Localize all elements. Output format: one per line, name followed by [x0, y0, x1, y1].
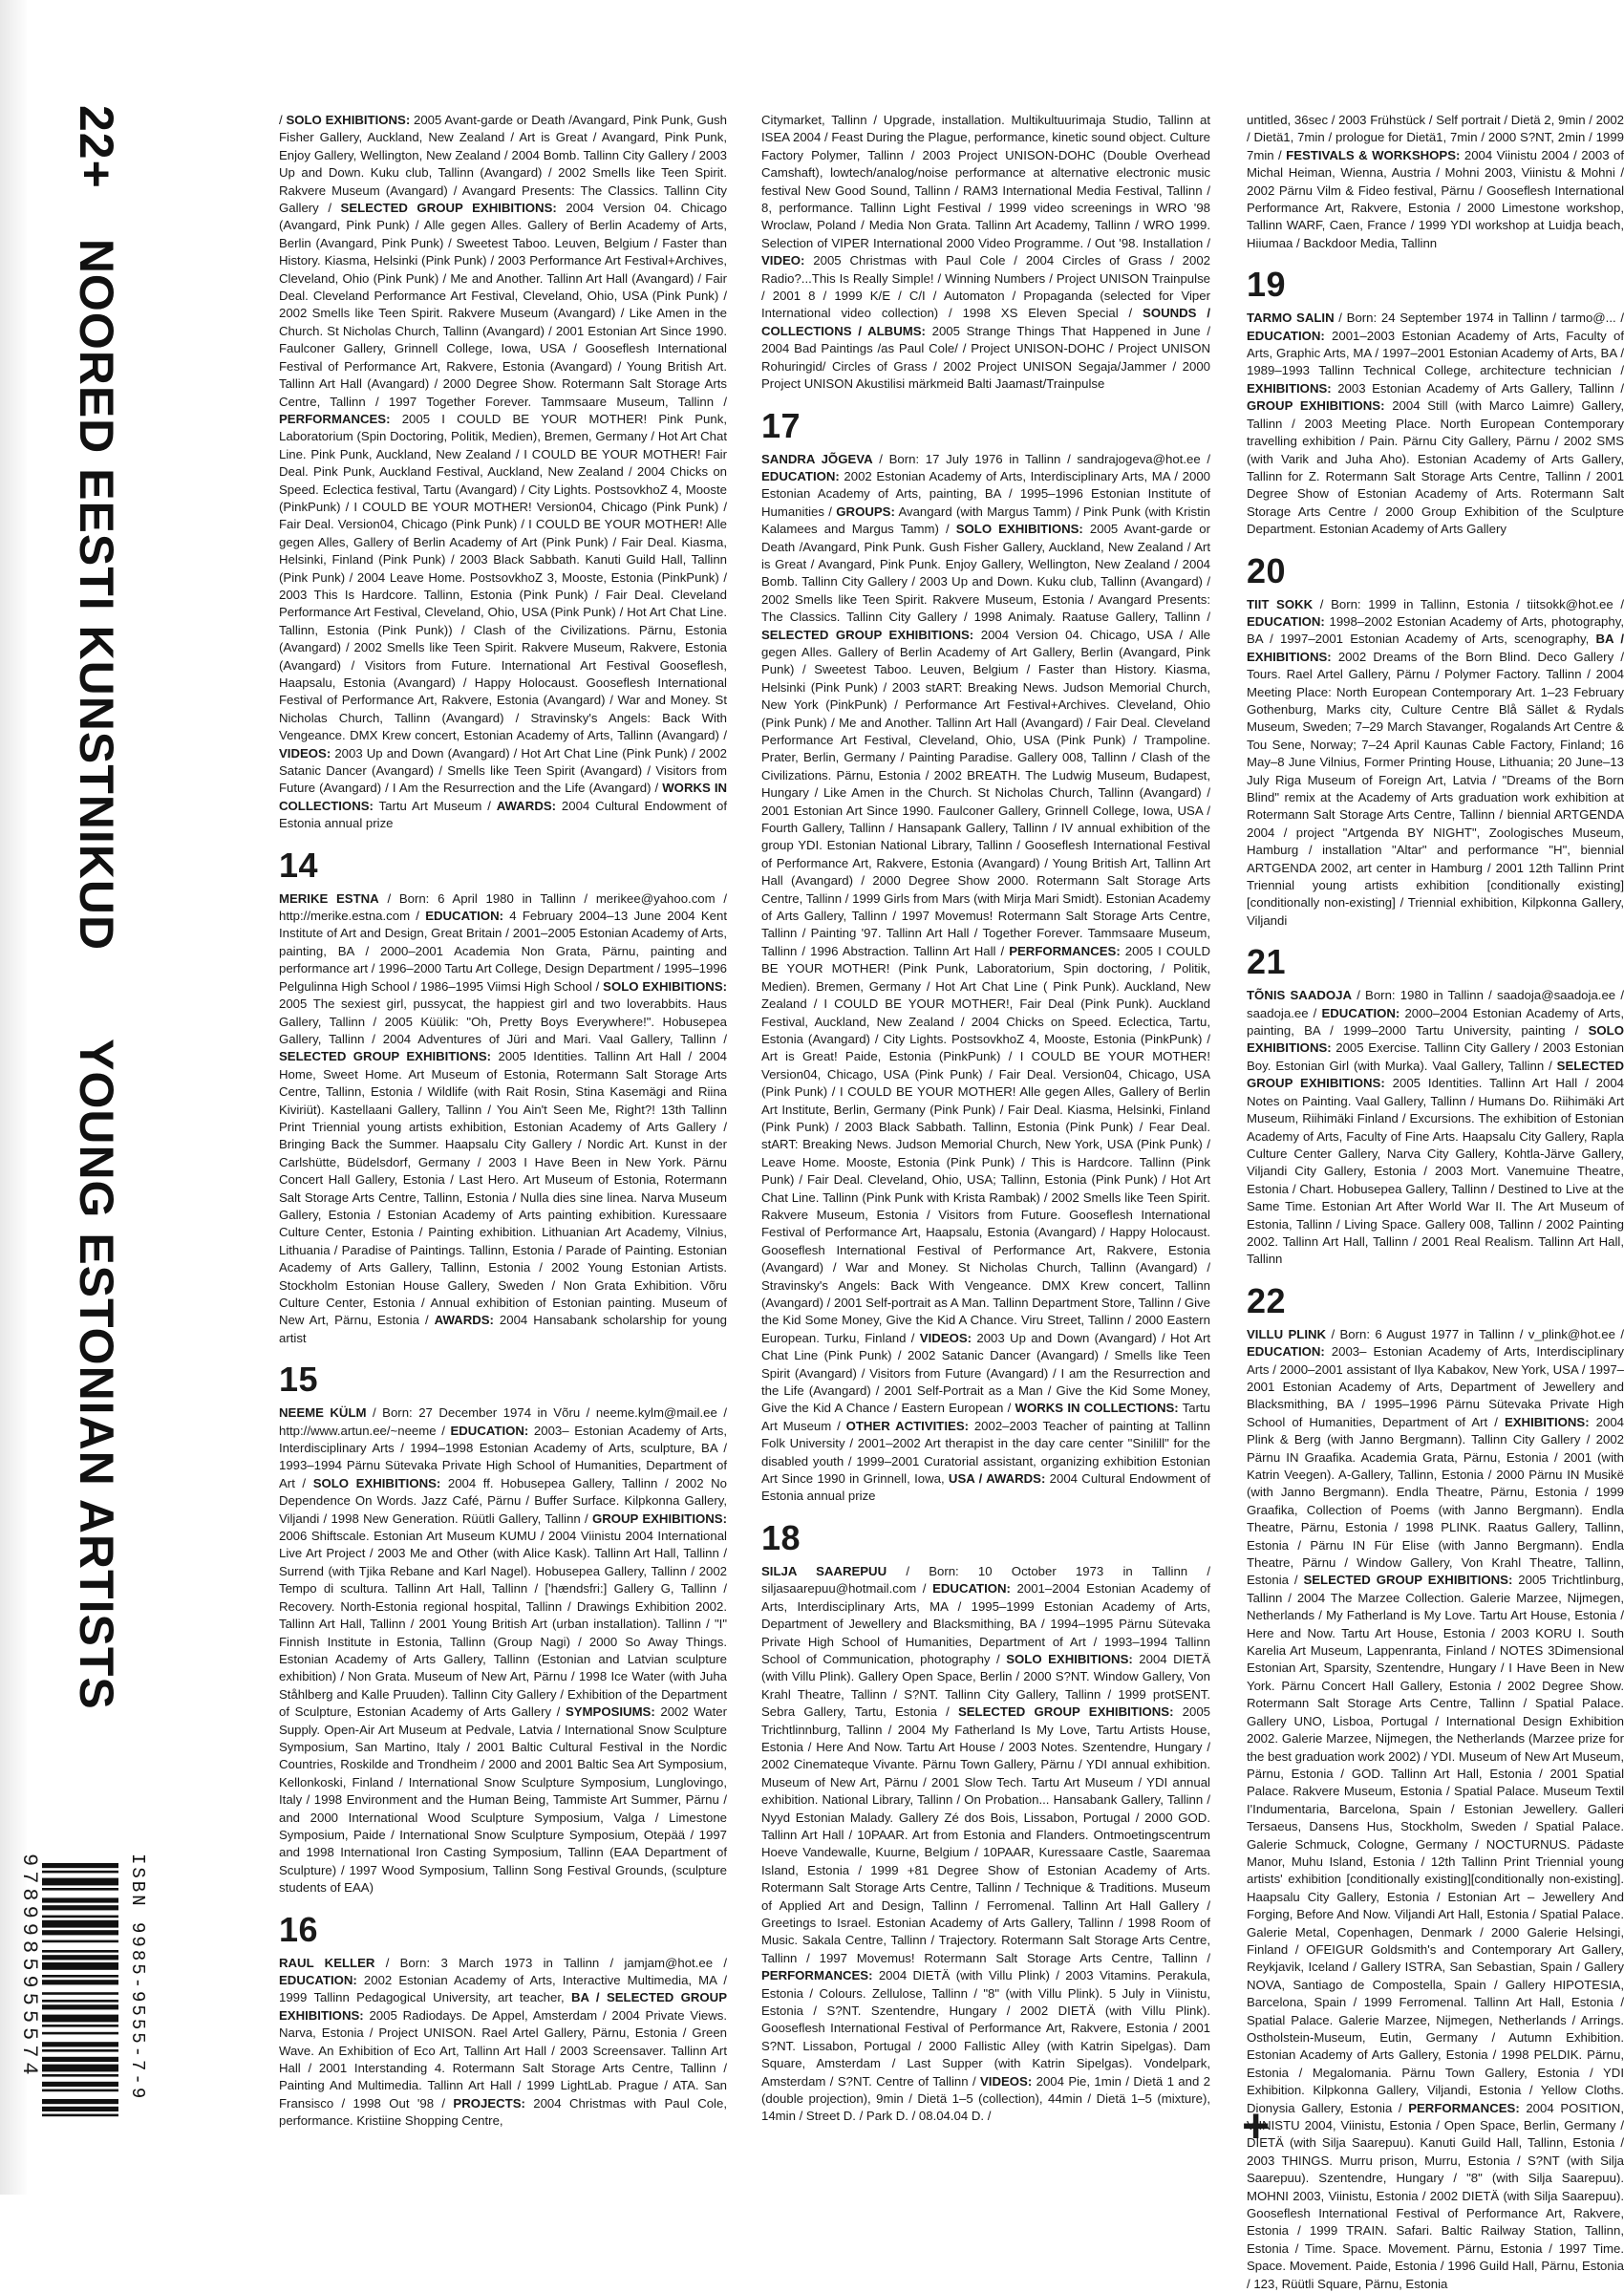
entry-number-18: 18 — [761, 1517, 801, 1557]
entry-17 — [761, 451, 1210, 1506]
barcode-bar — [42, 1863, 118, 1868]
barcode-bar — [42, 2089, 118, 2092]
barcode-bar — [42, 2065, 118, 2072]
spine-number: 22+ — [70, 105, 123, 189]
artist-bio: / Born: 24 September 1974 in Tallinn / tarmo@... / EDUCATION: 2001–2003 Estonian Academy of Arts, Faculty of Arts, Graphic Arts, MA / 1997–2001 Estonian Academy of Arts, BA / 1989–1993 Tallinn Technical College, architecture technician / EXHIBITIONS: 2003 Estonian Academy of Arts Gallery, Tallinn / GROUP EXHIBITIONS: 2004 Still (with Marco Laimre) Gallery, Tallinn / 2003 Meeting Place. North European Contemporary travelling exhibition / Pain. Pärnu City Gallery, Pärnu / 2002 SMS (with Varik and Juha Aho). Estonian Academy of Arts Gallery, Tallinn for Z. Rotermann Salt Storage Arts Centre, Tallinn / 2001 Degree Show of Estonian Academy of Arts. Rotermann Salt Storage Arts Centre / 2000 Group Exhibition of the Sculpture Department. Estonian Academy of Arts Gallery — [1247, 311, 1624, 537]
barcode-bar — [42, 2004, 118, 2009]
barcode-bar — [42, 1888, 118, 1891]
artist-bio: / Born: 27 December 1974 in Võru / neeme.kylm@mail.ee / http://www.artun.ee/~neeme / EDUCATION: 2003– Estonian Academy of Arts, Interdisciplinary Arts / 1994–1998 Estonian Academy of Arts, sculpture, BA / 1993–1994 Pärnu Sütevaka Private High School of Humanities, Department of Art / SOLO EXHIBITIONS: 2004 ff. Hobusepea Gallery, Tallinn / 2002 No Dependence On Words. Jazz Café, Pärnu / Buffer Surface. Kilpkonna Gallery, Viljandi / 1998 New Generation. Rüütli Gallery, Tallinn / GROUP EXHIBITIONS: 2006 Shiftscale. Estonian Art Museum KUMU / 2004 Viinistu 2004 International Live Art Project / 2003 Me and Other (with Alice Kask). Tallinn Art Hall, Tallinn / Surrend (with Tjika Rebane and Karl Nagel). Hobusepea Gallery, Tallinn / 2002 Tempo di scultura. Tallinn Art Hall, Tallinn / ['hændsfri:] Gallery G, Tallinn / Recovery. North-Estonia regional hospital, Tallinn / Drawings Exhibition 2002. Tallinn Art Hall, Tallinn / 2001 Young British Art (urban installation). Tallinn / "I" Finnish Institute in Estonia, Tallinn (Group Nagi) / 2000 So Away Things. Estonian Academy of Arts Gallery, Tallinn (Estonian and Latvian sculpture exhibition) / Non Grata. Museum of New Art, Pärnu / 1998 Ice Water (with Juha Ståhlberg and Kalle Pruuden). Tallinn City Gallery / Exhibition of the Department of Sculpture, Estonian Academy of Arts Gallery / SYMPOSIUMS: 2002 Water Supply. Open-Air Art Museum at Pedvale, Latvia / International Snow Sculpture Symposium, San Martino, Italy / 2001 Baltic Cultural Festival in the Nordic Countries, Roskilde and Trondheim / 2000 and 2001 Baltic Sea Art Symposium, Kellonkoski, Finland / International Snow Sculpture Symposium, Lunglovingo, Italy / 1998 Environment and the Human Being, Tammiste Art Summer, Pärnu / and 2000 International Wood Sculpture Symposium, Valga / Limestone Symposium, Paide / International Snow Sculpture Symposium, Otepää / 1997 and 1998 International Iron Casting Symposium, Tallinn (EAA Department of Sculpture) / 1997 Wood Symposium, Tallinn Song Festival Grounds, (sculpture students of EAA) — [279, 1405, 727, 1896]
barcode-bar — [42, 2049, 118, 2052]
barcode-bar — [42, 1916, 118, 1918]
artist-name: TIIT SOKK — [1247, 596, 1314, 611]
artist-name: NEEME KÜLM — [279, 1405, 367, 1421]
column-1-intro: / SOLO EXHIBITIONS: 2005 Avant-garde or Death /Avangard, Pink Punk, Gush Fisher Gallery, Auckland, New Zealand / Art is Great / Avangard, Pink Punk, Enjoy Gallery, Wellington, New Zealand / 2004 Bomb. Tallinn City Gallery / 2003 Up and Down. Kuku club, Tallinn (Avangard) / 2002 Smells like Teen Spirit. Rakvere Museum (Avangard) / Avangard Presents: The Classics. Tallinn City Gallery / SELECTED GROUP EXHIBITIONS: 2004 Version 04. Chicago (Avangard, Pink Punk) / Alle gegen Alles. Gallery of Berlin Academy of Arts, Berlin (Avangard, Pink Punk) / Sweetest Taboo. Leuven, Belgium / Faster than History. Kiasma, Helsinki (Pink Punk) / 2003 Performance Art Festival+Archives, Cleveland, Ohio (Pink Punk) / Me and Another. Tallinn Art Hall (Avangard) / Fair Deal. Cleveland Performance Art Festival, Cleveland, Ohio, USA (Pink Punk) / 2002 Smells like Teen Spirit. Rakvere Museum (Avangard) / Like Amen in the Church. St Nicholas Church, Tallinn (Avangard) / 2001 Estonian Art Since 1990. Faulconer Gallery, Grinnell College, Iowa, USA / Gooseflesh International Festival of Performance Art, Rakvere, Estonia (Avangard) / Young British Art. Tallinn Art Hall (Avangard) / 2000 Degree Show. Rotermann Salt Storage Arts Centre, Tallinn / 1997 Together Forever. Tammsaare Museum, Tallinn / PERFORMANCES: 2005 I COULD BE YOUR MOTHER! Pink Punk, Laboratorium (Spin Doctoring, Politik, Medien), Bremen, Germany / Hot Art Chat Line. Pink Punk, Auckland, New Zealand / I COULD BE YOUR MOTHER! Fair Deal. Pink Punk, Auckland Festival, Auckland, New Zealand / 2004 Chicks on Speed. Eclectica festival, Tartu (Avangard) / City Lights. PostsovkhoZ 4, Mooste (PinkPunk) / I COULD BE YOUR MOTHER! Version04, Chicago (Pink Punk) / Fair Deal. Version04, Chicago (Pink Punk) / I COULD BE YOUR MOTHER! Alle gegen Alles, Gallery of Berlin Academy of Art (Pink Punk) / Fair Deal. Kiasma, Helsinki, Finland (Pink Punk) / 2003 Black Sabbath. Kanuti Guild Hall, Tallinn (Pink Punk) / 2004 Leave Home. PostsovkhoZ 3, Mooste, Estonia (PinkPunk) / 2003 This Is Hardcore. Tallinn, Estonia (Pink Punk) / Fair Deal. Cleveland Performance Art Festival, Cleveland, Ohio, USA (Pink Punk) / Hot Art Chat Line. Tallinn, Estonia (Pink Punk)) / Clash of the Civilizations. Pärnu, Estonia (Avangard) / 2002 Smells like Teen Spirit. Rakvere Museum, Rakvere, Estonia (Avangard) / Visitors from Future. International Art Festival Gooseflesh, Haapsalu, Estonia (Avangard) / Happy Holocaust. Gooseflesh International Festival of Performance Art, Rakvere, Estonia (Avangard) / War and Money. St Nicholas Church, Tallinn (Avangard) / Stravinsky's Angels: Back With Vengeance. DMX Krew concert, Estonian Academy of Arts, Tallinn (Avangard) / VIDEOS: 2003 Up and Down (Avangard) / Hot Art Chat Line (Pink Punk) / 2002 Satanic Dancer (Avangard) / Smells like Teen Spirit (Avangard) / Visitors from Future (Avangard) / I Am the Resurrection and the Life (Avangard) / WORKS IN COLLECTIONS: Tartu Art Museum / AWARDS: 2004 Cultural Endowment of Estonia annual prize — [279, 113, 728, 831]
barcode-bar — [42, 2107, 118, 2111]
entry-number-17: 17 — [761, 405, 801, 445]
entry-number-16: 16 — [279, 1909, 319, 1949]
barcode-bar — [42, 1930, 118, 1935]
entry-number-20: 20 — [1247, 550, 1287, 590]
barcode-bar — [42, 2082, 118, 2087]
entry-number-19: 19 — [1247, 265, 1287, 305]
barcode-bar — [42, 2025, 118, 2027]
barcode-bar — [42, 2074, 118, 2077]
barcode-bar — [42, 1992, 118, 1995]
entry-15 — [279, 1404, 727, 1897]
barcode-bar — [42, 1878, 118, 1886]
barcode-bar — [42, 1871, 118, 1874]
entry-20 — [1247, 596, 1624, 931]
artist-bio: / Born: 1999 in Tallinn, Estonia / tiitsokk@hot.ee / EDUCATION: 1998–2002 Estonian Academy of Arts, photography, BA / 1997–2001 Estonian Academy of Arts, scenography, BA / EXHIBITIONS: 2002 Dreams of the Born Blind. Deco Gallery / Tours. Rael Artel Gallery, Pärnu / Polymer Factory. Tallinn / 2004 Meeting Place: North European Contemporary Art. 1–23 February Gothenburg, Marks city, Culture Centre Blå Sället & Rydals Museum, Sweden; 7–29 March Stavanger, Rogalands Art Centre & Tou Sene, Norway; 7–24 April Kaunas Cable Factory, Finland; 16 May–8 June Vilnius, Former Printing House, Lithuania; 20 June–13 July Riga Museum of Foreign Art, Latvia / "Dreams of the Born Blind" remix at the Academy of Arts graduation work exhibition at Rotermann Salt Storage Arts Centre, Tallinn / biennial ARTGENDA 2004 / project "Artgenda BY NIGHT", Zoologisches Museum, Hamburg / installation "Altar" and performance "H", biennial ARTGENDA 2002, art center in Hamburg / 2001 12th Tallinn Print Triennial young artists exhibition [conditionally existing][conditionally non-existing] / Triennial exhibition, Kilpkonna Gallery, Viljandi — [1247, 596, 1624, 928]
artist-name: SANDRA JÕGEVA — [761, 451, 873, 466]
barcode-bar — [42, 2099, 118, 2104]
barcode-bar — [42, 2114, 118, 2117]
barcode-bar — [42, 1980, 118, 1984]
entry-18 — [761, 1563, 1210, 2126]
isbn-label: ISBN 9985-9555-7-9 — [127, 1854, 148, 2102]
barcode-digits: 9789985955574 — [17, 1854, 41, 2080]
artist-name: SILJA SAAREPUU — [761, 1563, 887, 1578]
barcode-bar — [42, 2057, 118, 2062]
text-column-2 — [761, 112, 1210, 2185]
barcode-bar — [42, 1920, 118, 1928]
entry-22 — [1247, 1326, 1624, 2293]
continued-plus-mark: + — [1242, 2099, 1271, 2153]
text-column-1 — [279, 112, 727, 2185]
barcode-bar — [42, 1940, 118, 1943]
artist-name: TÕNIS SAADOJA — [1247, 988, 1352, 1003]
artist-bio: / Born: 3 March 1973 in Tallinn / jamjam@hot.ee / EDUCATION: 2002 Estonian Academy of Arts, Interactive Multimedia, MA / 1999 Tallinn Pedagogical University, art teacher, BA / SELECTED GROUP EXHIBITIONS: 2005 Radiodays. De Appel, Amsterdam / 2004 Private Views. Narva, Estonia / Project UNISON. Rael Artel Gallery, Pärnu, Estonia / Green Wave. An Exhibition of Eco Art, Tallinn Art Hall / 2003 Screensaver. Tallinn Art Hall / 2001 Interstanding 4. Rotermann Salt Storage Arts Centre, Tallinn / Painting And Multimedia. Tallinn Art Hall / 1999 LightLab. Prague / ATA. San Fransisco / 1998 Out '98 / PROJECTS: 2004 Christmas with Paul Cole, performance. Kristiine Shopping Centre, — [279, 1955, 727, 2129]
barcode-bar — [42, 1905, 118, 1910]
barcode-bar — [42, 1955, 118, 1960]
entry-number-22: 22 — [1247, 1280, 1287, 1320]
artist-bio: / Born: 6 April 1980 in Tallinn / merikee@yahoo.com / http://merike.estna.com / EDUCATION: 4 February 2004–13 June 2004 Kent Institute of Art and Design, Great Britain / 2001–2005 Estonian Academy of Arts, painting, BA / 2000–2001 Academia Non Grata, Pärnu, painting and performance art / 1996–2000 Tartu Art College, Design Department / 1995–1996 Pelgulinna High School / 1986–1995 Viimsi High School / SOLO EXHIBITIONS: 2005 The sexiest girl, pussycat, the happiest girl and two loverabbits. Haus Gallery, Tallinn / 2005 Küülik: "Oh, Pretty Boys Everywhere!". Hobusepea Gallery, Tallinn / 2004 Adventures of Jüri and Mari. Vaal Gallery, Tallinn / SELECTED GROUP EXHIBITIONS: 2005 Identities. Tallinn Art Hall / 2004 Home, Sweet Home. Art Museum of Estonia, Rotermann Salt Storage Arts Centre, Tallinn, Estonia / Wildlife (with Rait Rosin, Stina Kasemägi and Riina Kiviriüt). Kastellaani Gallery, Tallinn / You Ain't Seen Me, Right?! 13th Tallinn Print Triennial young artists exhibition, Estonian Academy of Arts Gallery / Bringing Back the Summer. Haapsalu City Gallery / Nordic Art. Kunst in der Carlshütte, Büdelsdorf, Germany / 2003 I Have Been in New York. Pärnu Concert Hall Gallery, Estonia / Last Hero. Art Museum of Estonia, Rotermann Salt Storage Arts Centre, Tallinn, Estonia / Nulla dies sine linea. Narva Museum Gallery, Estonia / Estonian Academy of Arts painting exhibition. Kuressaare Culture Center, Estonia / Painting exhibition. Lithuanian Art Academy, Vilnius, Lithuania / Paradise of Paintings. Tallinn, Estonia / Parade of Painting. Estonian Academy of Arts Gallery, Tallinn, Estonia / 2002 Young Estonian Artists. Stockholm Estonian House Gallery, Sweden / Non Grata Exhibition. Võru Culture Center, Estonia / Annual exhibition of Estonian painting. Museum of New Art, Pärnu, Estonia / AWARDS: 2004 Hansabank scholarship for young artist — [279, 890, 728, 1345]
entry-21 — [1247, 987, 1624, 1269]
entry-number-15: 15 — [279, 1360, 319, 1400]
spine-title — [69, 105, 124, 1729]
entry-19 — [1247, 310, 1624, 538]
entry-16 — [279, 1955, 727, 2131]
spine-title-english: YOUNG ESTONIAN ARTISTS — [70, 1039, 123, 1710]
barcode-bar — [42, 2042, 118, 2047]
barcode-bar — [42, 2015, 118, 2023]
barcode-bar — [42, 2032, 118, 2035]
artist-name: TARMO SALIN — [1247, 311, 1335, 326]
barcode-bar — [42, 1962, 118, 1970]
column-3-intro: untitled, 36sec / 2003 Frühstück / Self portrait / Dietä 2, 9min / 2002 / Dietä1, 7min / prologue for Dietä1, 7min / 2000 S?NT, 2min / 1999 7min / FESTIVALS & WORKSHOPS: 2004 Viinistu 2004 / 2003 of Michal Heiman, Wienna, Austria / Mohni 2003, Viinistu & Mohni / 2002 Pärnu Vilm & Fideo festival, Pärnu / Gooseflesh International Performance Art, Rakvere, Estonia / 2000 Limestone workshop, Tallinn WARF, Caen, France / 1999 YDI workshop at Luidja beach, Hiiumaa / Backdoor Media, Tallinn — [1247, 113, 1624, 250]
spine-title-estonian: NOORED EESTI KUNSTNIKUD — [70, 238, 123, 952]
isbn-barcode — [42, 1863, 118, 2178]
artist-name: MERIKE ESTNA — [279, 890, 379, 906]
barcode-bar — [42, 1897, 118, 1902]
barcode-bar — [42, 2000, 118, 2003]
artist-bio: / Born: 10 October 1973 in Tallinn / siljasaarepuu@hotmail.com / EDUCATION: 2001–2004 Estonian Academy of Arts, Interdisciplinary Arts, MA / 1995–1999 Estonian Academy of Arts, Department of Jewellery and Blacksmithing, BA / 1994–1995 Pärnu Sütevaka Private High School of Humanities, Department of Art / 1993–1994 Tallinn School of Communication, photography / SOLO EXHIBITIONS: 2004 DIETÄ (with Villu Plink). Gallery Open Space, Berlin / 2000 S?NT. Window Gallery, Von Krahl Theatre, Tallinn / S?NT. Tallinn City Gallery, Tallinn / 1999 protSENT. Sebra Gallery, Tartu, Estonia / SELECTED GROUP EXHIBITIONS: 2005 Trichtlinnburg, Tallinn / 2004 My Fatherland Is My Love, Tartu Artists House, Estonia / Here And Now. Tartu Art House / 2003 Notes. Szentendre, Hungary / 2002 Cinemateque Vivante. Pärnu Town Gallery, Pärnu / YDI annual exhibition. Museum of New Art, Pärnu / 2001 Slow Tech. Tartu Art Museum / YDI annual exhibition. National Library, Tallinn / On Probation... Hansabank Gallery, Tallinn / Nyyd Estonian Malady. Gallery Zé dos Bois, Lissabon, Portugal / 2000 GOD. Tallinn Art Hall / 10PAAR. Art from Estonia and Flanders. Ontmoetingscentrum Hoeve Vandewalle, Kuurne, Belgium / 10PAAR, Kuressaare Castle, Saaremaa Island, Estonia / 1999 +81 Degree Show of Estonian Academy of Arts. Rotermann Salt Storage Arts Centre, Tallinn / Technique & Traditions. Museum of Applied Art and Design, Tallinn / Ferromenal. Tallinn Art Hall Gallery / Greetings to Israel. Estonian Academy of Arts Gallery, Tallinn / 1998 Room of Music. Sakala Centre, Tallinn / Trajectory. Rotermann Salt Storage Arts Centre, Tallinn / 1997 Movemus! Rotermann Salt Storage Arts Centre, Tallinn / PERFORMANCES: 2004 DIETÄ (with Villu Plink) / 2003 Vitamins. Perakula, Estonia / Colours. Zellulose, Tallinn / "8" (with Villu Plink). 5 July in Viinistu, Estonia / S?NT. Szentendre, Hungary / 2002 DIETÄ (with Villu Plink). Gooseflesh International Festival of Performance Art, Rakvere, Estonia / 2001 S?NT. Lissabon, Portugal / 2000 Fallistic Alley (with Katrin Sipelgas). Dam Square, Amsterdam / Last Supper (with Katrin Sipelgas). Vondelpark, Amsterdam / S?NT. Centre of Tallinn / VIDEOS: 2004 Pie, 1min / Dietä 1 and 2 (double projection), 9min / Dietä 1–5 (collection), 44min / Dietä 1–5 (mixture), 14min / Street D. / Park D. / 08.04.04 D. / — [761, 1563, 1211, 2124]
entry-number-14: 14 — [279, 845, 319, 885]
artist-bio: / Born: 6 August 1977 in Tallinn / v_plink@hot.ee / EDUCATION: 2003– Estonian Academy of Arts, Interdisciplinary Arts / 2000–2001 assistant of Ilya Kabakov, New York, USA / 1997–2001 Estonian Academy of Arts, Department of Jewellery and Blacksmithing, BA / 1995–1996 Pärnu Sütevaka Private High School of Humanities, Department of Art / EXHIBITIONS: 2004 Plink & Berg (with Janno Bergmann). Tallinn City Gallery / 2002 Pärnu IN Graafika. Academia Grata, Pärnu, Estonia / 2001 (with Katrin Veegen). A-Gallery, Tallinn, Estonia / 2000 Pärnu IN Musikë (with Janno Bergmann). Endla Theatre, Pärnu, Estonia / 1999 Graafika, Collection of Poems (with Janno Bergmann). Endla Theatre, Pärnu, Estonia / 1998 PLINK. Raatus Gallery, Tallinn, Estonia / Pärnu IN Für Elise (with Janno Bergmann). Endla Theatre, Pärnu / Window Gallery, Von Krahl Theatre, Tallinn, Estonia / SELECTED GROUP EXHIBITIONS: 2005 Trichtlinburg, Tallinn / 2004 The Marzee Collection. Galerie Marzee, Nijmegen, Netherlands / My Fatherland is My Love. Tartu Art House, Estonia / Here and Now. Tartu Art House, Estonia / 2003 KORU I. South Karelia Art Museum, Lappenranta, Finland / NOTES 3Dimensional Estonian Art, Sparsity, Szentendre, Hungary / I Have Been in New York. Pärnu Concert Hall Gallery, Estonia / 2002 Degree Show. Rotermann Salt Storage Arts Centre, Tallinn / Spatial Palace. Gallery UNO, Lisboa, Portugal / International Design Exhibition 2002. Galerie Marzee, Nijmegen, the Netherlands (Marzee prize for the best graduation work 2002) / YDI. Museum of New Art Museum, Pärnu, Estonia / GOD. Tallinn Art Hall, Estonia / 2001 Spatial Palace. Rakvere Museum, Estonia / Spatial Palace. Museum Textil I'Indumentaria, Barcelona, Spain / Estonian Jewellery. Galleri Tersaeus, Dansens Hus, Stockholm, Sweden / Spatial Palace. Galerie Schmuck, Cologne, Germany / NOCTURNUS. Pädaste Manor, Muhu Island, Estonia / 12th Tallinn Print Triennial young artists' exhibition [conditionally existing][conditionally non-existing]. Haapsalu City Gallery, Estonia / Estonian Art – Jewellery And Forging, Before And Now. Viljandi Art Hall, Estonia / Spatial Palace. Galerie Metal, Copenhagen, Denmark / 2000 Galerie Helsingi, Finland / OFEIGUR Goldsmith's and Contemporary Art Gallery, Reykjavik, Iceland / Gallery ISTRA, San Sebastian, Spain / Gallery NOVA, Santiago de Compostella, Spain / Gallery HIPOTESIA, Barcelona, Spain / 1999 Ferromenal. Tallinn Art Hall, Estonia / Spatial Palace. Galerie Marzee, Nijmegen, Netherlands / Arrings. Ostholstein-Museum, Eutin, Germany / Autumn Exhibition. Estonian Academy of Arts Gallery, Estonia / 1998 PELDIK. Pärnu, Estonia / Megalomania. Pärnu Town Gallery, Estonia / YDI Exhibition. Kilpkonna Gallery, Viljandi, Estonia / Yellow Cloths. Dionysia Gallery, Estonia / PERFORMANCES: 2004 POSITION, VIINISTU 2004, Viinistu, Estonia / Open Space, Berlin, Germany / DIETÄ (with Silja Saarepuu). Kanuti Guild Hall, Tallinn, Estonia / 2003 THINGS. Murru prison, Murru, Estonia / S?NT (with Silja Saarepuu). Szentendre, Hungary / "8" (with Silja Saarepuu). MOHNI 2003, Viinistu, Estonia / 2002 DIETÄ (with Silja Saarepuu). Gooseflesh International Festival of Performance Art, Rakvere, Estonia / 1999 TRAIN. Safari. Baltic Railway Station, Tallinn, Estonia / Time. Space. Movement. Pärnu, Estonia / 1997 Time. Space. Movement. Paide, Estonia / 1996 Guild Hall, Pärnu, Estonia / 123, Rüütli Square, Pärnu, Estonia — [1247, 1326, 1624, 2291]
entry-14 — [279, 890, 727, 1348]
artist-bio: / Born: 17 July 1976 in Tallinn / sandrajogeva@hot.ee / EDUCATION: 2002 Estonian Academy of Arts, Interdisciplinary Arts, MA / 2000 Estonian Academy of Arts, painting, BA / 1995–1996 Estonian Institute of Humanities / GROUPS: Avangard (with Margus Tamm) / Pink Punk (with Kristin Kalamees and Margus Tamm) / SOLO EXHIBITIONS: 2005 Avant-garde or Death /Avangard, Pink Punk. Gush Fisher Gallery, Auckland, New Zealand / Art is Great / Avangard, Pink Punk. Enjoy Gallery, Wellington, New Zealand / 2004 Bomb. Tallinn City Gallery / 2003 Up and Down. Kuku club, Tallinn (Avangard) / 2002 Smells like Teen Spirit. Rakvere Museum, Estonia / Avangard Presents: The Classics. Tallinn City Gallery / 1998 Animaly. Raatuse Gallery, Tallinn / SELECTED GROUP EXHIBITIONS: 2004 Version 04. Chicago, USA / Alle gegen Alles. Gallery of Berlin Academy of Art Gallery, Berlin (Avangard, Pink Punk) / Sweetest Taboo. Leuven, Belgium / Faster than History. Kiasma, Helsinki (Pink Punk) / 2003 stART: Breaking News. Judson Memorial Church, New York (PinkPunk) / Performance Art Festival+Archives. Cleveland, Ohio (Pink Punk) / Me and Another. Tallinn Art Hall (Avangard) / Fair Deal. Cleveland Performance Art Festival, Cleveland, Ohio, USA (Pink Punk) / Trampoline. Prater, Berlin, Germany / Painting Paradise. Gallery 008, Tallinn / Clash of the Civilizations. Pärnu, Estonia / 2002 BREATH. The Ludwig Museum, Budapest, Hungary / Like Amen in the Church. St Nicholas Church, Tallinn (Avangard) / 2001 Estonian Art Since 1990. Faulconer Gallery, Grinnell College, Iowa, USA / Fourth Gallery, Tallinn / Hansapank Gallery, Tallinn / IV annual exhibition of the group YDI. Estonian National Library, Tallinn / Gooseflesh International Festival of Performance Art, Rakvere, Estonia (Avangard) / Young British Art, Tallinn Art Hall (Avangard) / 2000 Degree Show 2000. Rotermann Salt Storage Arts Centre, Tallinn / 1999 Girls from Mars (with Mirja Mari Smidt). Estonian Academy of Arts Gallery, Tallinn / 1997 Movemus! Rotermann Salt Storage Arts Centre, Tallinn / Painting '97. Tallinn Art Hall / Together Forever. Tammsaare Museum, Tallinn / 1996 Abstraction. Tallinn Art Hall / PERFORMANCES: 2005 I COULD BE YOUR MOTHER! (Pink Punk, Laboratorium, Spin doctoring, / Politik, Medien). Bremen, Germany / Hot Art Chat Line ( Pink Punk). Auckland, New Zealand / I COULD BE YOUR MOTHER!, Fair Deal (Pink Punk). Auckland Festival, Auckland, New Zealand / 2004 Chicks on Speed. Eclectica, Tartu, Estonia (Avangard) / City Lights. PostsovkhoZ 4, Mooste, Estonia (PinkPunk) / Art is Great! Paide, Estonia (PinkPunk) / I COULD BE YOUR MOTHER! Version04, Chicago, USA (Pink Punk) / Fair Deal. Version04, Chicago, USA (Pink Punk) / I COULD BE YOUR MOTHER! Alle gegen Alles, Gallery of Berlin Art Institute, Berlin, Germany (Pink Punk) / Fair Deal. Kiasma, Helsinki, Finland (Pink Punk) / 2003 Black Sabbath. Tallinn, Estonia (Pink Punk) / Fear Deal. stART: Breaking News. Judson Memorial Church, New York, USA (Pink Punk) / Leave Home. Mooste, Estonia (Pink Punk) / This is Hardcore. Tallinn (Pink Punk) / Fair Deal. Cleveland, Ohio, USA; Tallinn, Estonia (Pink Punk) / Hot Art Chat Line. Tallinn (Pink Punk with Krista Rambak) / 2002 Smells like Teen Spirit. Rakvere Museum, Estonia / Visitors from Future. Gooseflesh International Festival of Performance Art, Haapsalu, Estonia (Avangard) / Happy Holocaust. Gooseflesh International Festival of Performance Art, Rakvere, Estonia (Avangard) / War and Money. St Nicholas Church, Tallinn (Avangard) / Stravinsky's Angels: Back With Vengeance. DMX Krew concert, Tallinn (Avangard) / 2001 Self-portrait as A Man. Tallinn Department Store, Tallinn / Give the Kid Some Money, Give the Kid A Chance. Viru Street, Tallinn / 2000 Eastern European. Turku, Finland / VIDEOS: 2003 Up and Down (Avangard) / Hot Art Chat Line (Pink Punk) / 2002 Satanic Dancer (Avangard) / Smells like Teen Spirit (Avangard) / Visitors from Future (Avangard) / I am the Resurrection and the Life (Avangard) / 2001 Self-Portrait as a Man / Give the Kid Some Money, Give the Kid A Chance / Eastern European / WORKS IN COLLECTIONS: Tartu Art Museum / OTHER ACTIVITIES: 2002–2003 Teacher of painting at Tallinn Folk University / 2001–2002 Art therapist in the day care center "Sinilill" for the disabled youth / 1999–2001 Curatorial assistant, organizing exhibition Estonian Art Since 1990 in Grinnell, Iowa, USA / AWARDS: 2004 Cultural Endowment of Estonia annual prize — [761, 451, 1211, 1504]
artist-name: VILLU PLINK — [1247, 1326, 1327, 1341]
artist-name: RAUL KELLER — [279, 1955, 375, 1970]
column-2-intro: Citymarket, Tallinn / Upgrade, installation. Multikultuurimaja Studio, Tallinn at ISEA 2004 / Feast During the Plague, performance, kinetic sound object. Culture Factory Polymer, Tallinn / 2003 Project UNISON-DOHC (Double Overhead Camshaft), lowtech/analog/noise performance at alternative electronic music festival New Good Sound, Tallinn / RAM3 International Media Festival, Tallinn / 8, performance. Tallinn Light Festival / 1999 video screenings in WRO '98 Wroclaw, Poland / Media Non Grata. Tallinn Art Academy, Tallinn / WRO 1999. Selection of VIPER International 2000 Video Programme. / Out '98. Installation / VIDEO: 2005 Christmas with Paul Cole / 2004 Circles of Grass / 2002 Radio?...This Is Really Simple! / Winning Numbers / Project UNISON Trainpulse / 2001 8 / 1999 K/E / C/I / Automaton / Propaganda (selected for Viper International video collection) / 1998 XS Eleven Special / SOUNDS / COLLECTIONS / ALBUMS: 2005 Strange Things That Happened in June / 2004 Bad Paintings /as Paul Cole/ / Project UNISON-DOHC / Project UNISON Rohuringid/ Circles of Grass / 2002 Project UNISON Segaja/Jammer / 2000 Project UNISON Akustilisi märkmeid Balti Jaamast/Trainpulse — [761, 113, 1210, 392]
text-column-3 — [1247, 112, 1624, 2291]
barcode-bar — [42, 1975, 118, 1978]
barcode-bar — [42, 1950, 118, 1953]
artist-bio: / Born: 1980 in Tallinn / saadoja@saadoja.ee / saadoja.ee / EDUCATION: 2000–2004 Estonian Academy of Arts, painting, BA / 1999–2000 Tartu University, painting / SOLO EXHIBITIONS: 2005 Exercise. Tallinn City Gallery / 2003 Estonian Boy. Estonian Girl (with Murka). Vaal Gallery, Tallinn / SELECTED GROUP EXHIBITIONS: 2005 Identities. Tallinn Art Hall / 2004 Notes on Painting. Vaal Gallery, Tallinn / Humans Do. Riihimäki Art Museum, Riihimäki Finland / Excursions. The exhibition of Estonian Academy of Arts, Faculty of Fine Arts. Haapsalu City Gallery, Rapla Culture Center Gallery, Narva City Gallery, Kohtla-Järve Gallery, Viljandi City Gallery, Estonia / 2003 Mort. Vanemuine Theatre, Estonia / Chart. Hobusepea Gallery, Tallinn / Destined to Live at the Same Time. Estonian Art After World War II. The Art Museum of Estonia, Tallinn / Living Space. Gallery 008, Tallinn / 2002 Painting 2002. Tallinn Art Hall, Tallinn / 2001 Real Realism. Tallinn Art Hall, Tallinn — [1247, 988, 1624, 1267]
entry-number-21: 21 — [1247, 942, 1287, 982]
